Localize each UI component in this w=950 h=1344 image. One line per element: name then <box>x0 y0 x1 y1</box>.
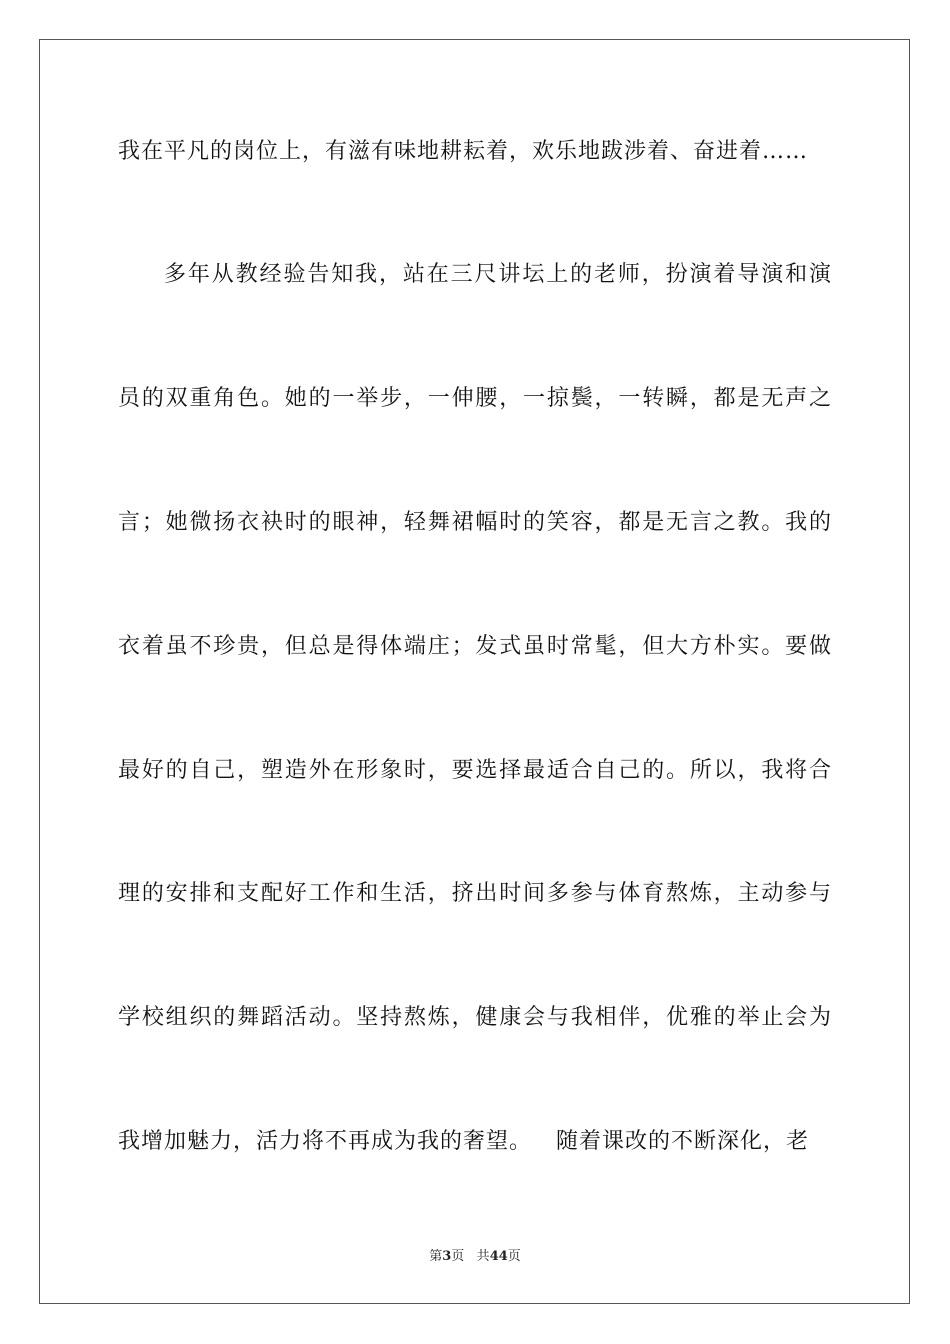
page-total-number: 44 <box>489 1249 508 1264</box>
text-line-5: 衣着虽不珍贵，但总是得体端庄；发式虽时常髦，但大方朴实。要做 <box>118 634 832 659</box>
text-line-4: 言；她微扬衣袂时的眼神，轻舞裙幅时的笑容，都是无言之教。我的 <box>118 510 832 535</box>
total-prefix: 共 <box>476 1249 490 1264</box>
text-line-1: 我在平凡的岗位上，有滋有味地耕耘着，欢乐地跋涉着、奋进着…… <box>118 139 809 164</box>
text-line-7: 理的安排和支配好工作和生活，挤出时间多参与体育熬炼，主动参与 <box>118 881 832 906</box>
page-footer <box>0 1248 950 1266</box>
page-frame <box>39 39 910 1304</box>
total-suffix: 页 <box>507 1249 521 1264</box>
text-line-2: 多年从教经验告知我，站在三尺讲坛上的老师，扮演着导演和演 <box>164 262 832 287</box>
text-line-8: 学校组织的舞蹈活动。坚持熬炼，健康会与我相伴，优雅的举止会为 <box>118 1005 832 1030</box>
text-line-9: 我增加魅力，活力将不再成为我的奢望。 随着课改的不断深化，老 <box>118 1129 809 1154</box>
text-line-6: 最好的自己，塑造外在形象时，要选择最适合自己的。所以，我将合 <box>118 758 832 783</box>
text-line-3: 员的双重角色。她的一举步，一伸腰，一掠鬓，一转瞬，都是无声之 <box>118 386 832 411</box>
page-current-number: 3 <box>442 1249 452 1264</box>
page-suffix: 页 <box>451 1249 465 1264</box>
page-prefix: 第 <box>429 1249 443 1264</box>
